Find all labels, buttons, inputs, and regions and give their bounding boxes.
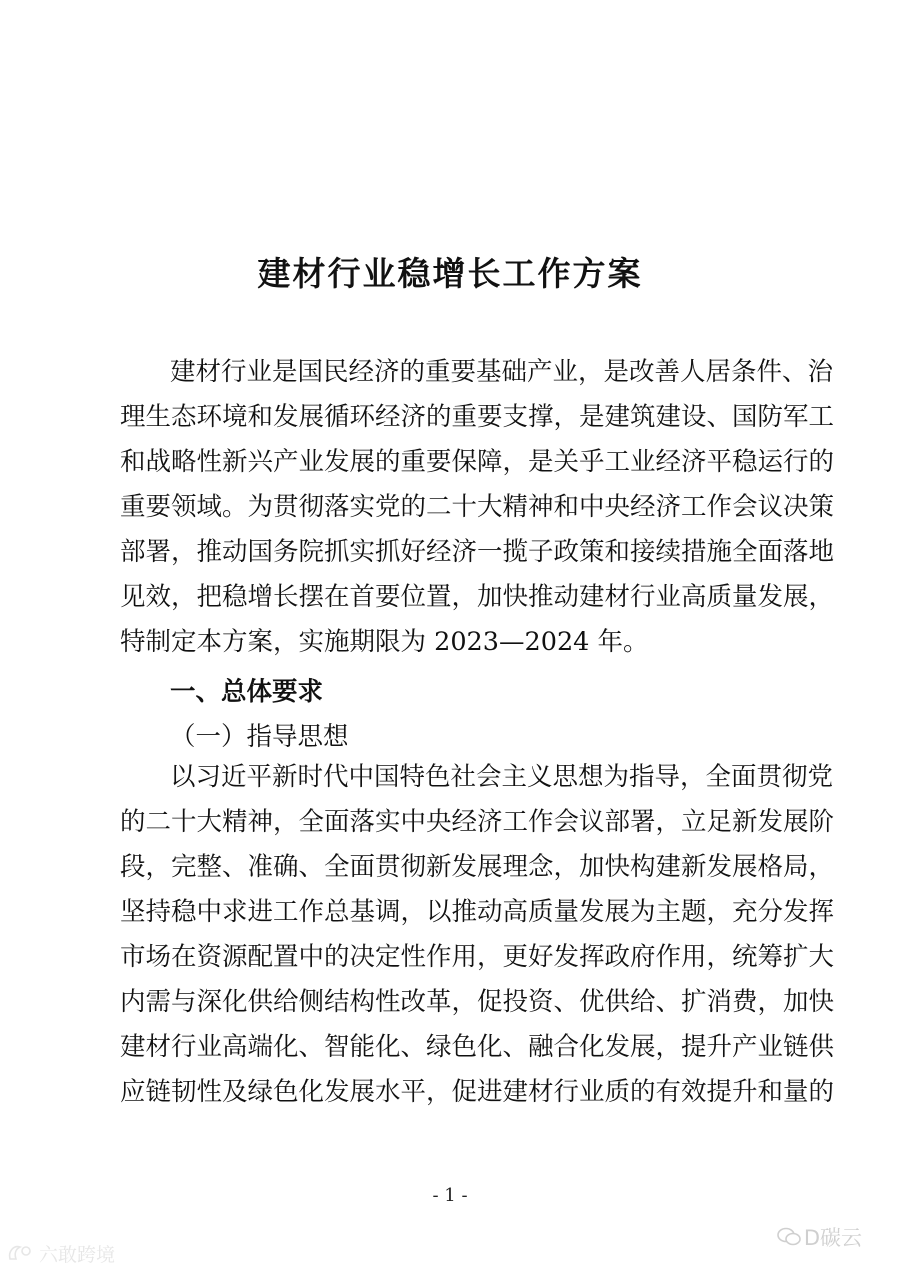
- guiding-line: 市场在资源配置中的决定性作用，更好发挥政府作用，统筹扩大: [120, 942, 835, 972]
- guiding-line: 以习近平新时代中国特色社会主义思想为指导，全面贯彻党: [170, 762, 834, 792]
- guiding-line: 坚持稳中求进工作总基调，以推动高质量发展为主题，充分发挥: [120, 897, 835, 927]
- intro-line: 特制定本方案，实施期限为 2023—2024 年。: [120, 627, 649, 657]
- intro-line: 部署，推动国务院抓实抓好经济一揽子政策和接续措施全面落地: [120, 537, 835, 567]
- intro-line: 理生态环境和发展循环经济的重要支撑，是建筑建设、国防军工: [120, 402, 835, 432]
- watermark-left-text: 六敢跨境: [39, 1244, 116, 1266]
- watermark-left: [6, 1240, 115, 1268]
- intro-line: 建材行业是国民经济的重要基础产业，是改善人居条件、治: [170, 357, 834, 387]
- watermark-right: [777, 1222, 862, 1252]
- intro-line: 和战略性新兴产业发展的重要保障，是关乎工业经济平稳运行的: [120, 447, 835, 477]
- guiding-line: 的二十大精神，全面落实中央经济工作会议部署，立足新发展阶: [120, 807, 835, 837]
- guiding-line: 建材行业高端化、智能化、绿色化、融合化发展，提升产业链供: [120, 1032, 835, 1062]
- brand-icon: [6, 1243, 36, 1268]
- wechat-icon: [777, 1227, 801, 1252]
- section-heading: 一、总体要求: [170, 677, 324, 707]
- page-number: - 1 -: [432, 1185, 468, 1206]
- subsection-heading: （一）指导思想: [170, 722, 349, 752]
- guiding-line: 段，完整、准确、全面贯彻新发展理念，加快构建新发展格局，: [120, 852, 835, 882]
- document-title: 建材行业稳增长工作方案: [257, 254, 643, 293]
- intro-line: 重要领域。为贯彻落实党的二十大精神和中央经济工作会议决策: [120, 492, 835, 522]
- intro-line: 见效，把稳增长摆在首要位置，加快推动建材行业高质量发展，: [120, 582, 835, 612]
- guiding-line: 应链韧性及绿色化发展水平，促进建材行业质的有效提升和量的: [120, 1077, 835, 1107]
- guiding-line: 内需与深化供给侧结构性改革，促投资、优供给、扩消费，加快: [120, 987, 835, 1017]
- watermark-right-text: D碳云: [803, 1226, 862, 1250]
